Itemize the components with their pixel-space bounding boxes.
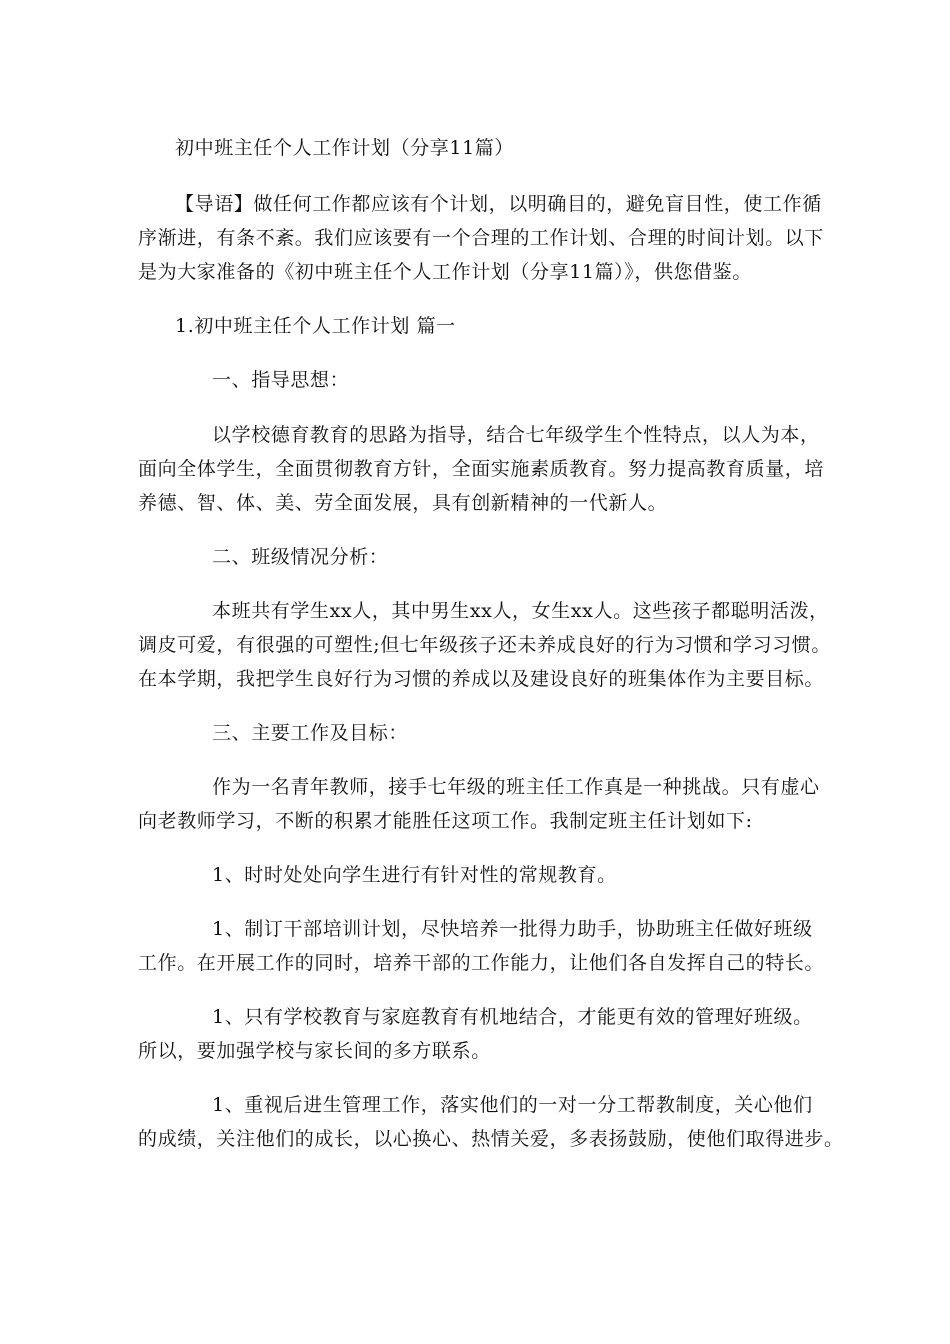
document-title: 初中班主任个人工作计划（分享11篇） bbox=[175, 137, 514, 159]
intro-line: 是为大家准备的《初中班主任个人工作计划（分享11篇）》，供您借鉴。 bbox=[138, 261, 752, 283]
intro-line: 序渐进，有条不紊。我们应该要有一个合理的工作计划、合理的时间计划。以下 bbox=[138, 227, 825, 249]
list-item: 1、制订干部培训计划，尽快培养一批得力助手，协助班主任做好班级 bbox=[212, 918, 813, 940]
paragraph-line: 作为一名青年教师，接手七年级的班主任工作真是一种挑战。只有虚心 bbox=[212, 776, 820, 798]
section-heading: 三、主要工作及目标： bbox=[212, 722, 409, 744]
paragraph-line: 本班共有学生xx人，其中男生xx人，女生xx人。这些孩子都聪明活泼， bbox=[212, 600, 829, 622]
list-item: 1、只有学校教育与家庭教育有机地结合，才能更有效的管理好班级。 bbox=[212, 1006, 813, 1028]
list-item: 1、重视后进生管理工作，落实他们的一对一分工帮教制度，关心他们 bbox=[212, 1094, 813, 1116]
paragraph-line: 在本学期，我把学生良好行为习惯的养成以及建设良好的班集体作为主要目标。 bbox=[138, 668, 825, 690]
section-heading: 二、班级情况分析： bbox=[212, 546, 389, 568]
paragraph-line: 面向全体学生，全面贯彻教育方针，全面实施素质教育。努力提高教育质量，培 bbox=[138, 458, 825, 480]
list-item-continuation: 所以，要加强学校与家长间的多方联系。 bbox=[138, 1040, 491, 1062]
list-item-continuation: 工作。在开展工作的同时，培养干部的工作能力，让他们各自发挥自己的特长。 bbox=[138, 952, 825, 974]
paragraph-line: 养德、智、体、美、劳全面发展，具有创新精神的一代新人。 bbox=[138, 492, 668, 514]
paragraph-line: 以学校德育教育的思路为指导，结合七年级学生个性特点，以人为本， bbox=[212, 424, 820, 446]
paragraph-line: 调皮可爱，有很强的可塑性;但七年级孩子还未养成良好的行为习惯和学习习惯。 bbox=[138, 634, 832, 656]
article-heading: 1.初中班主任个人工作计划 篇一 bbox=[175, 315, 456, 337]
section-heading: 一、指导思想： bbox=[212, 369, 350, 391]
paragraph-line: 向老教师学习，不断的积累才能胜任这项工作。我制定班主任计划如下: bbox=[138, 810, 753, 832]
list-item: 1、时时处处向学生进行有针对性的常规教育。 bbox=[212, 864, 617, 886]
intro-line: 【导语】做任何工作都应该有个计划，以明确目的，避免盲目性，使工作循 bbox=[175, 193, 822, 215]
list-item-continuation: 的成绩，关注他们的成长，以心换心、热情关爱，多表扬鼓励，使他们取得进步。 bbox=[138, 1128, 844, 1150]
